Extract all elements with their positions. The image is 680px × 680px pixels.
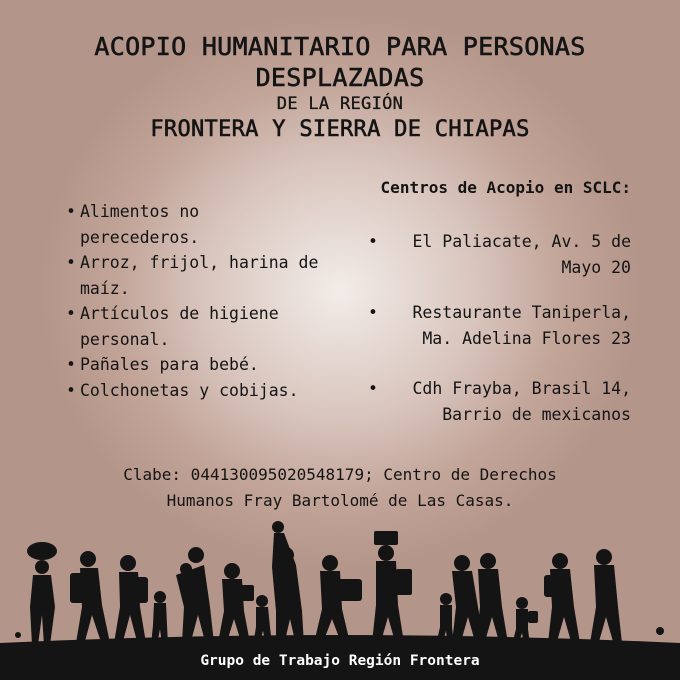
bullet-icon: • bbox=[368, 232, 378, 251]
title-line-1: ACOPIO HUMANITARIO PARA PERSONAS bbox=[94, 32, 586, 61]
bank-info-line-1: Clabe: 044130095020548179; Centro de Derechos bbox=[123, 465, 557, 484]
list-item: • Pañales para bebé. bbox=[66, 352, 326, 378]
center-item bbox=[368, 229, 631, 280]
center-item bbox=[368, 300, 631, 351]
center-item bbox=[368, 376, 631, 427]
bank-info bbox=[40, 462, 640, 514]
title-line-2: DESPLAZADAS bbox=[255, 63, 425, 92]
center-line-2: Mayo 20 bbox=[561, 257, 631, 277]
centers-heading: Centros de Acopio en SCLC: bbox=[380, 178, 631, 197]
list-item: • Arroz, frijol, harina de maíz. bbox=[66, 250, 326, 301]
center-line-2: Ma. Adelina Flores 23 bbox=[422, 328, 631, 348]
donation-items-list bbox=[66, 199, 326, 403]
title-line-4: FRONTERA Y SIERRA DE CHIAPAS bbox=[150, 117, 530, 142]
center-line-2: Barrio de mexicanos bbox=[442, 404, 631, 424]
list-item: • Alimentos no perecederos. bbox=[66, 199, 326, 250]
bullet-icon: • bbox=[368, 379, 378, 398]
bank-info-line-2: Humanos Fray Bartolomé de Las Casas. bbox=[166, 491, 514, 510]
title-line-3: DE LA REGIÓN bbox=[276, 94, 404, 114]
center-line-1: El Paliacate, Av. 5 de bbox=[412, 232, 631, 251]
footer-credit: Grupo de Trabajo Región Frontera bbox=[200, 653, 480, 669]
bullet-icon: • bbox=[368, 303, 378, 322]
center-line-1: Restaurante Taniperla, bbox=[412, 303, 631, 322]
center-line-1: Cdh Frayba, Brasil 14, bbox=[412, 379, 631, 398]
list-item: • Artículos de higiene personal. bbox=[66, 301, 326, 352]
list-item: • Colchonetas y cobijas. bbox=[66, 378, 326, 404]
